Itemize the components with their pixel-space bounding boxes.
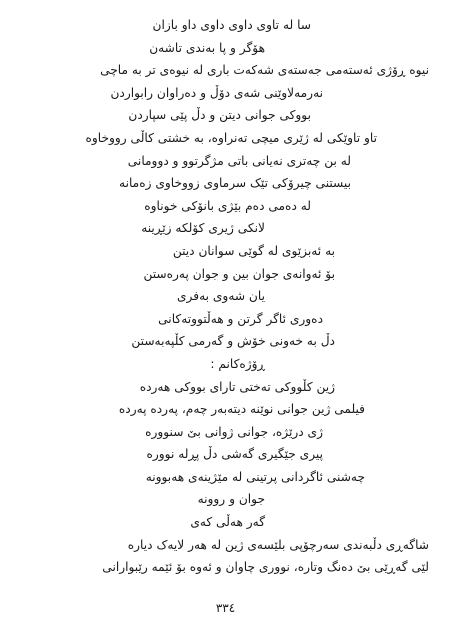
text-line: بە ئەبزێوی لە گوێی سوانان دیتن: [172, 243, 335, 258]
text-line: فیلمی ژین جوانی نوێنە دیتەبەر چەم، پەردە پەردە: [118, 402, 365, 417]
text-line: نیوە ڕۆژی ئەستەمی جەستەی شەکەت باری لە نیوەی تر بە ماچی: [100, 63, 429, 78]
text-line: ژین کڵووکی تەختی تارای بووکی هەردە: [139, 379, 335, 394]
text-line: شاگەڕی دڵبەندی سەرچۆپی بلێسەی ژین لە هەر لایەک دیارە: [127, 537, 429, 552]
page-number: ٣٣٤: [215, 601, 236, 615]
text-line: دڵ بە خەونی خۆش و گەرمی کڵپەبەستن: [131, 334, 335, 349]
poem-text: [9, 14, 429, 579]
text-line: نەرمەلاوێنی شەی دۆڵ و دەراوان رابواردن: [110, 85, 323, 100]
text-line: بۆ ئەوانەی جوان بین و جوان پەرەستن: [143, 266, 335, 281]
text-line: هۆگر و پا بەندی تاشەن: [149, 40, 265, 55]
text-line: بووکی جوانی دیتن و دڵ پێی سپاردن: [128, 108, 311, 123]
text-line: پیری جێگیری گەشی دڵ پڕلە نوورە: [146, 447, 323, 462]
text-line: سا لە تاوی داوی داوی داو بازان: [152, 18, 311, 32]
text-line: چەشنی ئاگردانی پرتینی لە مێژینەی هەبوونە: [145, 469, 365, 484]
text-line: یان شەوی بەفری: [177, 289, 265, 304]
text-line: گەر هەڵی کەی: [190, 515, 265, 530]
text-line: بیستنی چیرۆکی تێک سرماوی زووخاوی زەمانە: [119, 176, 351, 191]
text-line: لێی گەڕێی بێ دەنگ وتارە، نووری چاوان و ئەوە بۆ ئێمە رێبوارانی: [102, 560, 429, 575]
text-line: تاو تاوێکی لە ژێری میچی تەنراوە، بە خشتی کاڵی رووخاوە: [85, 130, 377, 145]
text-line: ڕۆژەکانم :: [210, 356, 265, 371]
text-line: لانکی ژیری کۆلکە زێڕینە: [141, 221, 265, 236]
text-line: لە بن چەتری نەیانی باتی مژگرتوو و دوومانی: [127, 153, 351, 168]
text-line: جوان و روونە: [197, 492, 265, 507]
text-line: لە دەمی دەم بێژی بانۆکی خوناوە: [144, 198, 311, 213]
text-line: ژی درێژە، جوانی ژوانی بێ سنوورە: [145, 424, 323, 439]
text-line: دەوری ئاگر گرتن و هەڵتووتەکانی: [158, 311, 323, 326]
